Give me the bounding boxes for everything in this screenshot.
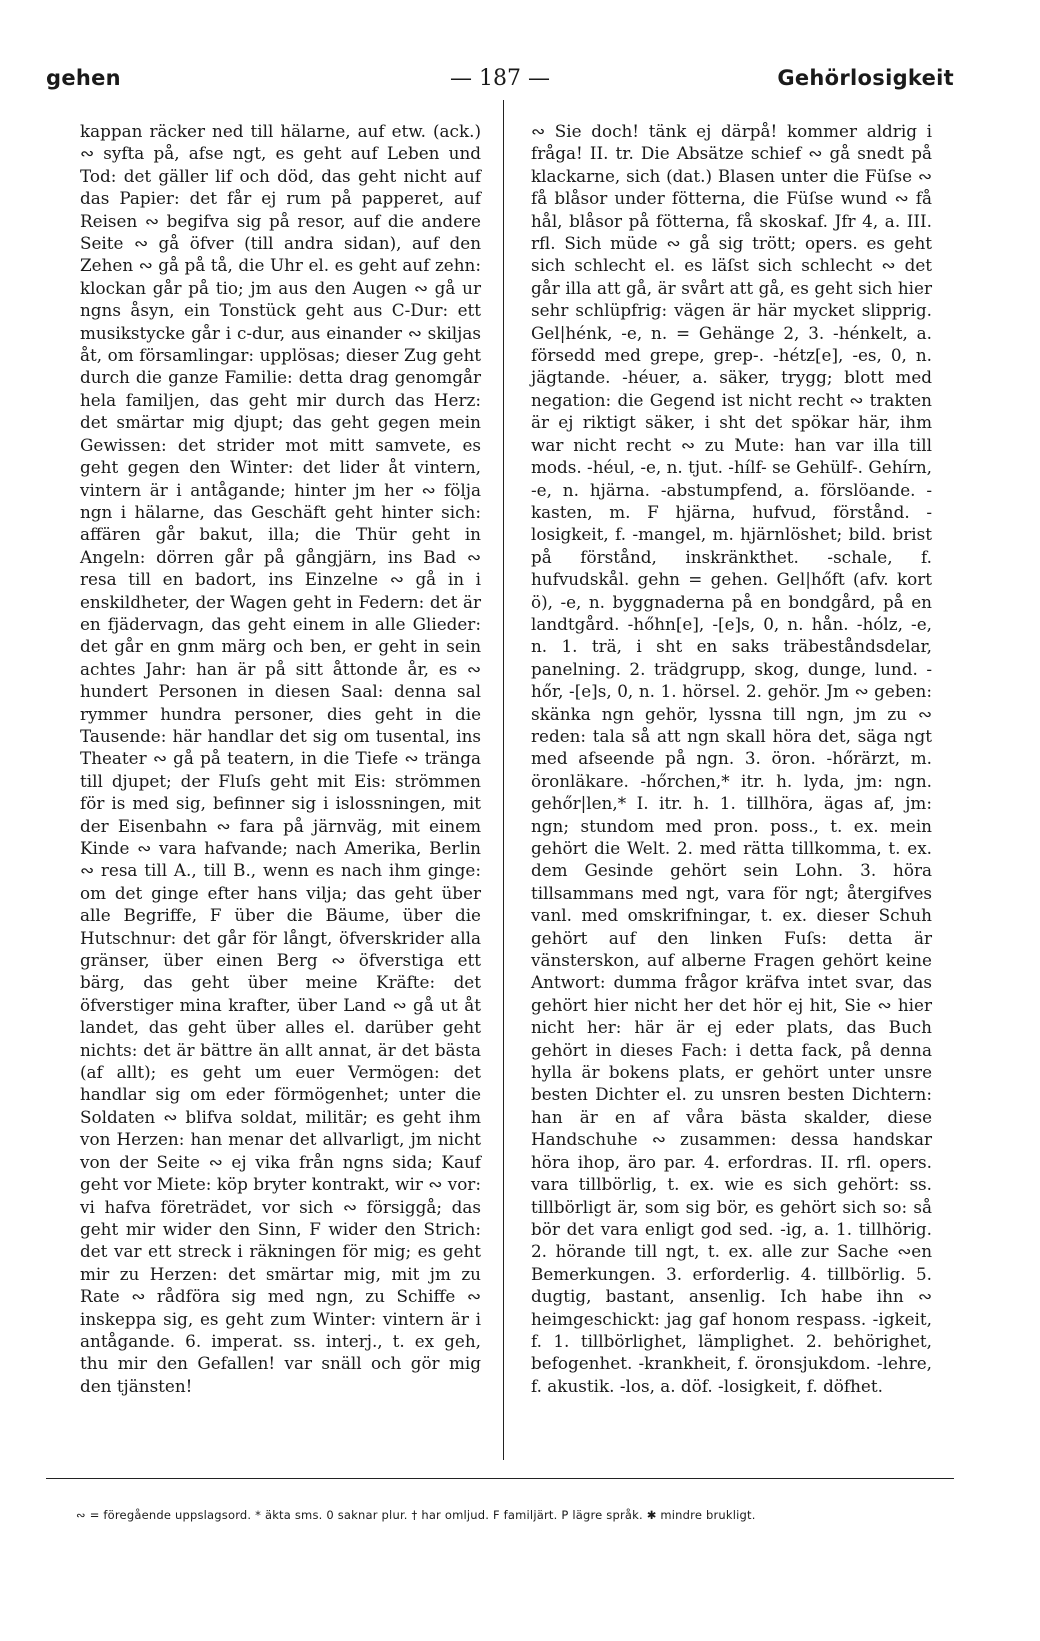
page-number: — 187 —: [450, 66, 550, 91]
header-guide-word-left: gehen: [46, 66, 121, 90]
running-header: [46, 66, 954, 100]
right-column: [531, 120, 932, 1397]
left-column: [80, 120, 481, 1397]
footer-rule: [46, 1478, 954, 1479]
header-guide-word-right: Gehörlosigkeit: [777, 66, 954, 90]
column-divider: [503, 100, 504, 1460]
abbreviation-legend: ∾ = föregående uppslagsord. * äkta sms. 0 saknar plur. † har omljud. F familjärt. P lägre språk. ✱ mindre brukligt.: [76, 1508, 756, 1522]
left-column-text: kappan räcker ned till hälarne, auf etw. (ack.) ∾ syfta på, afse ngt, es geht auf Leben und Tod: det gäller lif och död, das geht nicht auf das Papier: det får ej rum på papperet, auf Reisen ∾ begifva sig på resor, auf die andere Seite ∾ gå öfver (till andra sidan), auf den Zehen ∾ gå på tå, die Uhr el. es geht auf zehn: klockan går på tio; jm aus den Augen ∾ gå ur ngns åsyn, ein Tonstück geht aus C-Dur: ett musikstycke går i c-dur, aus einander ∾ skiljas åt, om församlingar: upplösas; dieser Zug geht durch die ganze Familie: detta drag genomgår hela familjen, das geht mir durch das Herz: det smärtar mig djupt; das geht gegen mein Gewissen: det strider mot mitt samvete, es geht gegen den Winter: det lider åt vintern, vintern är i antågande; hinter jm her ∾ följa ngn i hälarne, das Geschäft geht hinter sich: affären går bakut, illa; die Thür geht in Angeln: dörren går på gångjärn, ins Bad ∾ resa till en badort, ins Einzelne ∾ gå in i enskildheter, der Wagen geht in Federn: det är en fjädervagn, das geht einem in alle Glieder: det går en gnm märg och ben, er geht in sein achtes Jahr: han är på sitt åttonde år, es ∾ hundert Personen in diesen Saal: denna sal rymmer hundra personer, dies geht in die Tausende: här handlar det sig om tusental, ins Theater ∾ gå på teatern, in die Tiefe ∾ tränga till djupet; der Fluſs geht mit Eis: strömmen för is med sig, befinner sig i islossningen, mit der Eisenbahn ∾ fara på järnväg, mit einem Kinde ∾ vara hafvande; nach Amerika, Berlin ∾ resa till A., till B., wenn es nach ihm ginge: om det ginge efter hans vilja; das geht über alle Begriffe, F über die Bäume, über die Hutschnur: det går för långt, öfverskrider alla gränser, über einen Berg ∾ öfverstiga ett bärg, das geht über meine Kräfte: det öfverstiger mina krafter, über Land ∾ gå ut åt landet, das geht über alles el. darüber geht nichts: det är bättre än allt annat, är det bästa (af allt); es geht um euer Vermögen: det handlar sig om eder förmögenhet; unter die Soldaten ∾ blifva soldat, militär; es geht ihm von Herzen: han menar det allvarligt, jm nicht von der Seite ∾ ej vika från ngns sida; Kauf geht vor Miete: köp bryter kontrakt, wir ∾ vor: vi hafva företrädet, vor sich ∾ försiggå; das geht mir wider den Sinn, F wider den Strich: det var ett streck i räkningen för mig; es geht mir zu Herzen: det smärtar mig, mit jm zu Rate ∾ rådföra sig med ngn, zu Schiffe ∾ inskeppa sig, es geht zum Winter: vintern är i antågande. 6. imperat. ss. interj., t. ex geh, thu mir den Gefallen! var snäll och gör mig den tjänsten!: [80, 121, 481, 1396]
right-column-text: ∾ Sie doch! tänk ej därpå! kommer aldrig i fråga! II. tr. Die Absätze schief ∾ gå snedt på klackarne, sich (dat.) Blasen unter die Füſse ∾ få blåsor under fötterna, die Füſse wund ∾ få hål, blåsor på fötterna, få skoskaf. Jfr 4, a. III. rfl. Sich müde ∾ gå sig trött; opers. es geht sich schlecht el. es läſst sich schlecht ∾ det går illa att gå, är svårt att gå, es geht sich hier sehr schlüpfrig: vägen är här mycket slipprig. Gel|hénk, -e, n. = Gehänge 2, 3. -hénkelt, a. försedd med grepe, grep-. -hétz[e], -es, 0, n. jägtande. -héuer, a. säker, trygg; blott med negation: die Gegend ist nicht recht ∾ trakten är ej riktigt säker, i sht det spökar här, ihm war nicht recht ∾ zu Mute: han var illa till mods. -héul, -e, n. tjut. -hílf- se Gehülf-. Gehírn, -e, n. hjärna. -abstumpfend, a. förslöande. -kasten, m. F hjärna, hufvud, förstånd. -losigkeit, f. -mangel, m. hjärnlöshet; bild. brist på förstånd, inskränkthet. -schale, f. hufvudskål. gehn = gehen. Gel|hőft (afv. kort ö), -e, n. byggnaderna på en bondgård, på en landtgård. -hőhn[e], -[e]s, 0, n. hån. -hólz, -e, n. 1. trä, i sht en saks träbeståndsdelar, panelning. 2. trädgrupp, skog, dunge, lund. -hőr, -[e]s, 0, n. 1. hörsel. 2. gehör. Jm ∾ geben: skänka ngn gehör, lyssna till ngn, jm zu ∾ reden: tala så att ngn skall höra det, säga ngt med afseende på ngn. 3. öron. -hőrärzt, m. öronläkare. -hőrchen,* itr. h. lyda, jm: ngn. gehőr|len,* I. itr. h. 1. tillhöra, ägas af, jm: ngn; stundom med pron. poss., t. ex. mein gehört die Welt. 2. med rätta tillkomma, t. ex. dem Gesinde gehört sein Lohn. 3. höra tillsammans med ngt, vara för ngt; återgifves vanl. med omskrifningar, t. ex. dieser Schuh gehört auf den linken Fuſs: detta är vänsterskon, auf alberne Fragen gehört keine Antwort: dumma frågor kräfva intet svar, das gehört hier nicht her det hör ej hit, Sie ∾ hier nicht her: här är ej eder plats, das Buch gehört in dieses Fach: i detta fack, på denna hylla är bokens plats, er gehört unter unsre besten Dichter el. zu unsren besten Dichtern: han är en af våra bästa skalder, diese Handschuhe ∾ zusammen: dessa handskar höra ihop, äro par. 4. erfordras. II. rfl. opers. vara tillbörlig, t. ex. wie es sich gehört: ss. tillbörligt är, som sig bör, es gehört sich so: så bör det vara enligt god sed. -ig, a. 1. tillhörig. 2. hörande till ngt, t. ex. alle zur Sache ∾en Bemerkungen. 3. erforderlig. 4. tillbörlig. 5. dugtig, bastant, ansenlig. Ich habe ihn ∾ heimgeschickt: jag gaf honom respass. -igkeit, f. 1. tillbörlighet, lämplighet. 2. behörighet, befogenhet. -krankheit, f. öronsjukdom. -lehre, f. akustik. -los, a. döf. -losigkeit, f. döfhet.: [531, 121, 932, 1396]
